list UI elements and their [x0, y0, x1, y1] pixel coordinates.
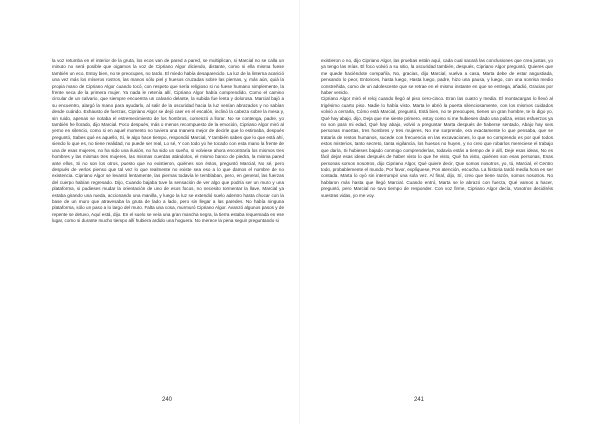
left-page-number: 240 [162, 397, 173, 403]
right-page [300, 0, 600, 424]
right-page-number: 241 [414, 397, 425, 403]
right-page-text: existieron o no, dijo Cipriano Algor, las pruebas están aquí, cada cual sacará las conclusiones que crea justas, yo ya tengo las mías. El foco volvió a su sitio, la oscuridad también, después, Cipriano Algor preguntó, Quieres que me quede haciéndote compañía, No, gracias, dijo Marcial, vuelva a casa, Marta debe de estar angustiada, pensando lo peor, Entonces, hasta luego, Hasta luego, padre, hizo una pausa, y luego, con una sonrisa medio constreñida, como de un adolescente que se retrae en el mismo instante en que se entrega, añadió, Gracias por haber venido. Cipriano Algor miró el reloj cuando llegó al piso cero-cinco. Eran las cuatro y media. El montacargas lo llevó al trigésimo cuarto piso. Nadie lo había visto. Marta le abrió la puerta silenciosamente, con los mismos cuidados volvió a cerrarla, Cómo está Marcial, preguntó, Está bien, no te preocupes, tienes un gran hombre, te lo digo yo, Qué hay abajo, dijo, Deja que me siente primero, estoy como si me hubiesen dado una paliza, estos esfuerzos ya no son para mi edad, Qué hay abajo, volvió a preguntar Marta después de haberse sentado, Abajo hay seis personas muertas, tres hombres y tres mujeres, No me sorprende, era exactamente lo que pensaba, que se trataría de restos humanos, sucede con frecuencia en las excavaciones, lo que no comprendo es por qué todos estos misterios, tanto secreto, tanta vigilancia, los huesos no huyen, y no creo que robarlos mereciese el trabajo que daría, Si hubieses bajado conmigo comprenderías, todavía estás a tiempo de ir allí, Deje esas ideas, No es fácil dejar esas ideas después de haber visto lo que he visto, Qué ha visto, quiénes son esas personas, Esas personas somos nosotros, dijo Cipriano Algor, Qué quiere decir, Que somos nosotros, yo, tú, Marcial, el Centro todo, probablemente el mundo, Por favor, explíquese, Pon atención, escucha. La historia tardó media hora en ser contada. Marta lo oyó sin interrumpir una sola vez. Al final, dijo, Sí, creo que tiene razón, somos nosotros. No hablaron más hasta que llegó Marcial. Cuando entró, Marta se le abrazó con fuerza, Qué vamos a hacer, preguntó, pero Marcial no tuvo tiempo de responder. Con voz firme, Cipriano Algor decía, Vosotros decidiréis vuestras vidas, yo me voy. [321, 58, 553, 198]
left-page-text: la voz retumba en el interior de la gruta, los ecos van de pared a pared, se multiplican, si Marcial no se calla un minuto no será posible que oigamos la voz de Cipriano Algor diciendo, distante, como si ella misma fuese también un eco, Estoy bien, no te preocupes, no tardo. El miedo había desaparecido. La luz de la linterna acarició una vez más los míseros rostros, las manos sólo piel y huesos cruzadas sobre las piernas, y, más aún, quiá la propia mano de Cipriano Algor cuando tocó, con respeto que sería religioso si no fuese humano simplemente, la frente seca de la primera mujer. Ya nada le retenía allí, Cipriano Algor había comprendido. Como el camino circular de un calvario, que siempre encuentra un calvario delante, la subida fue lenta y dolorosa. Marcial bajó a su encuentro, alargó la mano para ayudarlo, al salir de la oscuridad hacia la luz venían abrazados y no sabían desde cuándo. Exhausto de fuerzas, Cipriano Algor se dejó caer en el escalón, inclinó la cabeza sobre la mesa y, sin ruido, apenas se notaba el estremecimiento de los hombros, comenzó a llorar. No se contenga, padre, yo también he llorado, dijo Marcial. Poco después, más o menos recompuesto de la emoción, Cipriano Algor miró al yerno en silencio, como si en aquel momento no tuviera una manera mejor de decirle que lo estimaba, después preguntó, Sabes qué es aquello, Sí, le algo hace tiempo, respondió Marcial, Y también sabes que lo que está ahí, siendo lo que es, no tiene realidad, no puede ser real, Lo sé, Y con todo yo he tocado con esta mano la frente de una de esas mujeres, no ha sido una ilusión, no ha sido un sueño, si volviese ahora encontraría los mismos tres hombres y las mismas tres mujeres, las mismas cuerdas atándolos, el mismo banco de piedra, la misma pared ante ellos, Si no son los otros, puesto que no existieron, quiénes son éstos, preguntó Marcial, No sé, pero después de verlos pienso que tal vez lo que realmente no existe sea eso a lo que damos el nombre de no existencia. Cipriano Algor se levantó lentamente, las piernas todavía le temblaban, pero, en general, las fuerzas del cuerpo habían regresado. Dijo, Cuando bajaba tuve la sensación de ver algo que podría ser un muro y una plataforma, si pudieses mudar la orientación de uno de esos focos, no necesito tormentar la llave, Marcial ya estaba girando una rueda, accionando una manilla, y luego la luz se extendió suelo adentro hasta chocar con la base de un muro que atravesaba la gruta de lado a lado, pero sin llegar a las paredes. No había ninguna plataforma, sólo un paso a lo largo del muro. Falta una cosa, murmuró Cipriano Algor. Avanzó algunos pasos y de repente se detuvo, Aquí está, dijo. En el suelo se veía una gran mancha negra, la tierra estaba requemada en ese lugar, como si durante mucho tiempo allí hubiera ardido una hoguera. No merece la pena seguir preguntando si [52, 58, 285, 224]
